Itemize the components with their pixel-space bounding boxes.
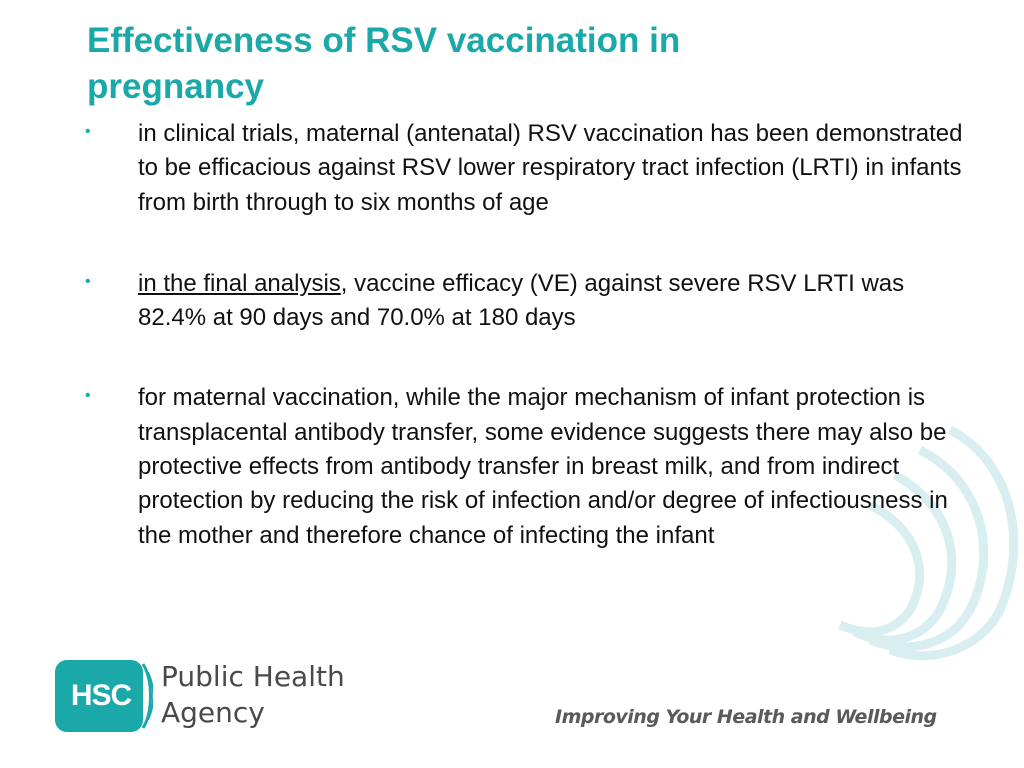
bullet-text: in clinical trials, maternal (antenatal) RSV vaccination has been demonstrated to be efficacious against RSV lower respiratory tract infection (LRTI) in infants from birth through to six months of age [138, 120, 963, 216]
bullet-marker: • [85, 387, 91, 405]
slide-title [87, 18, 887, 110]
bullet-item [85, 267, 965, 336]
org-name-line-2: Agency [161, 696, 265, 729]
bullet-item [85, 381, 965, 552]
bullet-list [85, 115, 965, 553]
hsc-logo [55, 660, 365, 740]
bullet-text: for maternal vaccination, while the major mechanism of infant protection is transplacental antibody transfer, some evidence suggests there may also be protective effects from antibody transfer in breast milk, and from indirect protection by reducing the risk of infection and/or degree of infectiousness in the mother and therefore chance of infecting the infant [138, 384, 948, 549]
bullet-underlined-text: in the final analysis [138, 269, 341, 297]
bullet-marker: • [85, 123, 91, 140]
tagline: Improving Your Health and Wellbeing [555, 706, 937, 728]
bullet-marker: • [85, 272, 91, 290]
bullet-item [85, 117, 965, 220]
org-name-line-1: Public Health [161, 660, 345, 693]
title-line-2: pregnancy [87, 67, 264, 106]
title-line-1: Effectiveness of RSV vaccination in [87, 21, 681, 60]
logo-abbreviation: HSC [70, 679, 132, 712]
bullet-text: , vaccine efficacy (VE) against severe RSV LRTI was 82.4% at 90 days and 70.0% at 180 days [138, 269, 905, 332]
